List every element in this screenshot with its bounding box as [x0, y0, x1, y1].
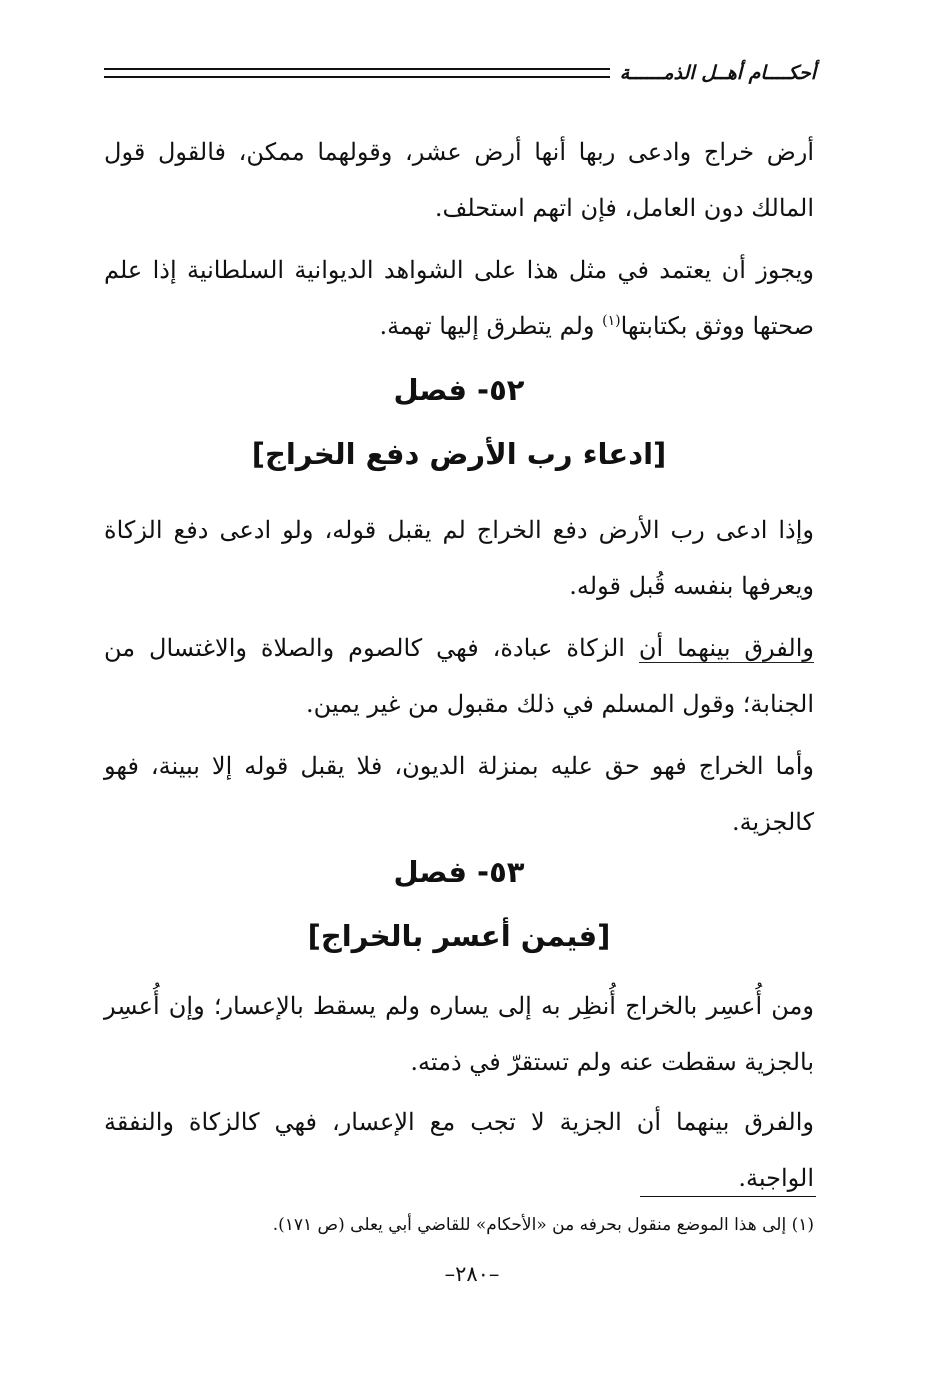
- section-53: [104, 840, 814, 1206]
- paragraph-2-text: ويجوز أن يعتمد في مثل هذا على الشواهد الديوانية السلطانية إذا علم صحتها ووثق بكتابتها: [104, 256, 814, 340]
- body-text-top: [104, 124, 814, 354]
- section-53-paragraph-1: ومن أُعسِر بالخراج أُنظِر به إلى يساره ولم يسقط بالإعسار؛ وإن أُعسِر بالجزية سقطت عنه ولم تستقرّ في ذمته.: [104, 992, 814, 1076]
- section-52-title: [ادعاء رب الأرض دفع الخراج]: [251, 437, 667, 471]
- paragraph-1: أرض خراج وادعى ربها أنها أرض عشر، وقولهما ممكن، فالقول قول المالك دون العامل، فإن اتهم استحلف.: [104, 138, 814, 222]
- running-title: أحكــــام أهــل الذمــــــة: [619, 62, 816, 84]
- section-52-paragraph-2-rest: الزكاة عبادة، فهي كالصوم والصلاة والاغتسال من الجنابة؛ وقول المسلم في ذلك مقبول من غير يمين.: [104, 634, 814, 718]
- section-52-paragraph-2: [104, 620, 814, 732]
- section-52-paragraph-1: وإذا ادعى رب الأرض دفع الخراج لم يقبل قوله، ولو ادعى دفع الزكاة ويعرفها بنفسه قُبل قوله.: [104, 516, 814, 600]
- section-52-paragraph-3: وأما الخراج فهو حق عليه بمنزلة الديون، فلا يقبل قوله إلا ببينة، فهو كالجزية.: [104, 752, 814, 836]
- section-52-number: ٥٢- فصل: [393, 373, 525, 407]
- underlined-phrase: والفرق بينهما أن: [638, 634, 814, 662]
- section-53-paragraph-2: والفرق بينهما أن الجزية لا تجب مع الإعسار، فهي كالزكاة والنفقة الواجبة.: [104, 1108, 814, 1192]
- page-number: –٢٨٠–: [444, 1262, 500, 1286]
- section-52: [104, 358, 814, 850]
- section-53-number: ٥٣- فصل: [393, 855, 525, 889]
- paragraph-2-end: ولم يتطرق إليها تهمة.: [379, 312, 603, 340]
- footnote-separator: [640, 1196, 816, 1197]
- footnote-reference[interactable]: (١): [602, 313, 621, 329]
- header-double-rule: [104, 68, 610, 78]
- section-53-title: [فيمن أعسر بالخراج]: [307, 919, 611, 953]
- running-header: [104, 58, 816, 88]
- paragraph-2: [104, 242, 814, 354]
- footnote: (١) إلى هذا الموضع منقول بحرفه من «الأحكام» للقاضي أبي يعلى (ص ١٧١).: [272, 1215, 814, 1235]
